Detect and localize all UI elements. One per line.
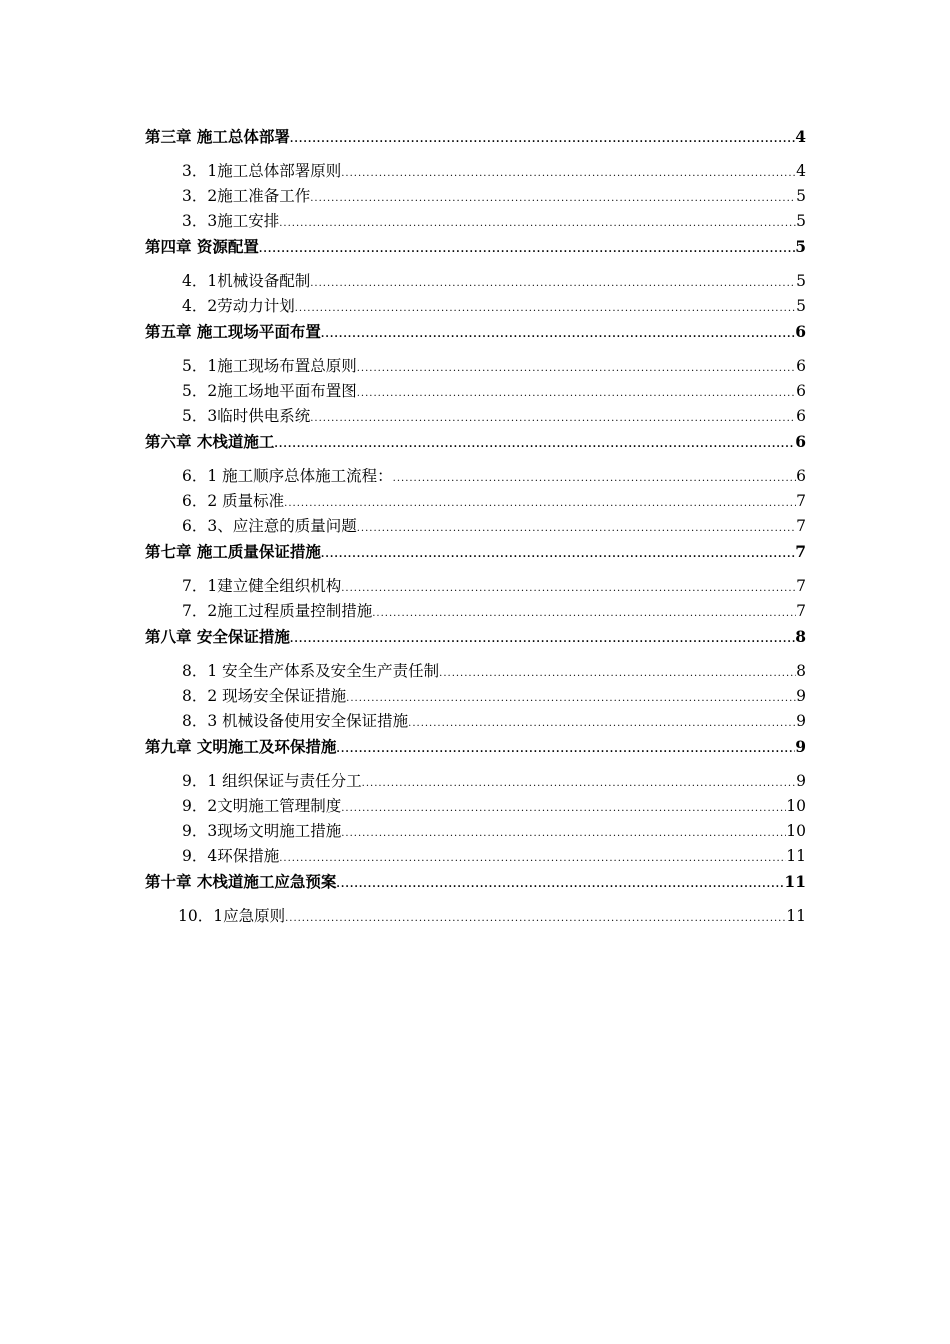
toc-entry-title: 8．1 安全生产体系及安全生产责任制 [182,662,440,680]
toc-page-number: 11 [786,847,806,865]
toc-entry-title: 6．3、应注意的质量问题 [182,517,357,535]
toc-entry-title: 3．2施工准备工作 [182,187,311,205]
toc-page-number: 11 [784,872,806,891]
toc-section-entry[interactable] [145,514,806,539]
toc-dot-leader [295,304,796,314]
toc-entry-title: 第十章 木栈道施工应急预案 [145,872,337,891]
toc-page-number: 9 [796,687,806,705]
toc-page-number: 6 [795,322,806,341]
toc-page-number: 7 [796,577,806,595]
toc-entry-title: 8．3 机械设备使用安全保证措施 [182,712,409,730]
toc-section-entry[interactable] [145,464,806,489]
toc-page-number: 7 [796,602,806,620]
toc-page-number: 7 [796,517,806,535]
toc-entry-title: 8．2 现场安全保证措施 [182,687,347,705]
toc-page-number: 6 [796,357,806,375]
toc-dot-leader [285,914,786,924]
toc-section-entry[interactable] [145,489,806,514]
toc-entry-title: 3．3施工安排 [182,212,280,230]
toc-page-number: 6 [796,407,806,425]
toc-page-number: 6 [796,382,806,400]
toc-dot-leader [357,524,796,534]
toc-dot-leader [346,694,796,704]
toc-dot-leader [310,414,796,424]
toc-section-entry[interactable] [145,819,806,844]
toc-dot-leader [259,245,795,255]
toc-page-number: 5 [796,297,806,315]
toc-page-number: 8 [795,627,806,646]
toc-entry-title: 5．1施工现场布置总原则 [182,357,357,375]
toc-dot-leader [290,635,795,645]
toc-page-number: 5 [796,272,806,290]
toc-entry-title: 4．1机械设备配制 [182,272,311,290]
toc-section-entry[interactable] [145,904,806,929]
toc-chapter-entry[interactable] [145,124,806,149]
table-of-contents [145,124,806,929]
toc-section-entry[interactable] [145,794,806,819]
toc-dot-leader [439,669,796,679]
toc-entry-title: 7．2施工过程质量控制措施 [182,602,373,620]
toc-page-number: 9 [795,737,806,756]
toc-entry-title: 第四章 资源配置 [145,237,259,256]
toc-dot-leader [336,745,795,755]
toc-entry-title: 第八章 安全保证措施 [145,627,290,646]
toc-dot-leader [341,584,796,594]
toc-section-entry[interactable] [145,294,806,319]
toc-entry-title: 4．2劳动力计划 [182,297,295,315]
toc-dot-leader [341,804,786,814]
toc-entry-title: 3．1施工总体部署原则 [182,162,342,180]
toc-chapter-entry[interactable] [145,539,806,564]
toc-entry-title: 9．3现场文明施工措施 [182,822,342,840]
toc-section-entry[interactable] [145,184,806,209]
toc-dot-leader [274,440,795,450]
toc-section-entry[interactable] [145,709,806,734]
toc-page-number: 10 [786,822,806,840]
toc-entry-title: 9．1 组织保证与责任分工 [182,772,362,790]
toc-dot-leader [290,135,795,145]
toc-page-number: 4 [795,127,806,146]
toc-page-number: 10 [786,797,806,815]
toc-dot-leader [284,499,796,509]
toc-section-entry[interactable] [145,769,806,794]
toc-dot-leader [362,779,796,789]
toc-chapter-entry[interactable] [145,234,806,259]
toc-page-number: 6 [795,432,806,451]
toc-entry-title: 第三章 施工总体部署 [145,127,290,146]
toc-page-number: 7 [795,542,806,561]
toc-section-entry[interactable] [145,269,806,294]
toc-page-number: 6 [796,467,806,485]
toc-page-number: 5 [796,187,806,205]
toc-chapter-entry[interactable] [145,429,806,454]
toc-chapter-entry[interactable] [145,869,806,894]
toc-entry-title: 第五章 施工现场平面布置 [145,322,321,341]
toc-page-number: 4 [796,162,806,180]
toc-section-entry[interactable] [145,599,806,624]
toc-dot-leader [393,474,796,484]
toc-page-number: 9 [796,772,806,790]
toc-dot-leader [341,169,796,179]
toc-dot-leader [357,389,796,399]
toc-section-entry[interactable] [145,844,806,869]
toc-dot-leader [321,550,795,560]
toc-entry-title: 10．1应急原则 [178,907,286,925]
toc-page-number: 9 [796,712,806,730]
toc-entry-title: 5．3临时供电系统 [182,407,311,425]
toc-section-entry[interactable] [145,354,806,379]
toc-page-number: 5 [796,212,806,230]
toc-dot-leader [357,364,796,374]
toc-chapter-entry[interactable] [145,624,806,649]
toc-section-entry[interactable] [145,404,806,429]
toc-dot-leader [408,719,796,729]
toc-entry-title: 第六章 木栈道施工 [145,432,275,451]
toc-dot-leader [279,219,796,229]
toc-dot-leader [310,194,796,204]
toc-entry-title: 7．1建立健全组织机构 [182,577,342,595]
toc-entry-title: 6．1 施工顺序总体施工流程： [182,467,393,485]
toc-dot-leader [321,330,795,340]
toc-dot-leader [336,880,784,890]
toc-section-entry[interactable] [145,209,806,234]
toc-section-entry[interactable] [145,159,806,184]
toc-page-number: 8 [796,662,806,680]
toc-entry-title: 5．2施工场地平面布置图 [182,382,357,400]
toc-entry-title: 第九章 文明施工及环保措施 [145,737,337,756]
toc-dot-leader [279,854,786,864]
toc-entry-title: 第七章 施工质量保证措施 [145,542,321,561]
toc-chapter-entry[interactable] [145,319,806,344]
toc-entry-title: 9．2文明施工管理制度 [182,797,342,815]
toc-dot-leader [310,279,796,289]
toc-section-entry[interactable] [145,379,806,404]
toc-section-entry[interactable] [145,684,806,709]
toc-chapter-entry[interactable] [145,734,806,759]
toc-page-number: 7 [796,492,806,510]
toc-dot-leader [372,609,796,619]
toc-page-number: 11 [786,907,806,925]
toc-dot-leader [341,829,786,839]
toc-entry-title: 6．2 质量标准 [182,492,285,510]
toc-entry-title: 9．4环保措施 [182,847,280,865]
toc-section-entry[interactable] [145,659,806,684]
toc-section-entry[interactable] [145,574,806,599]
toc-page-number: 5 [795,237,806,256]
